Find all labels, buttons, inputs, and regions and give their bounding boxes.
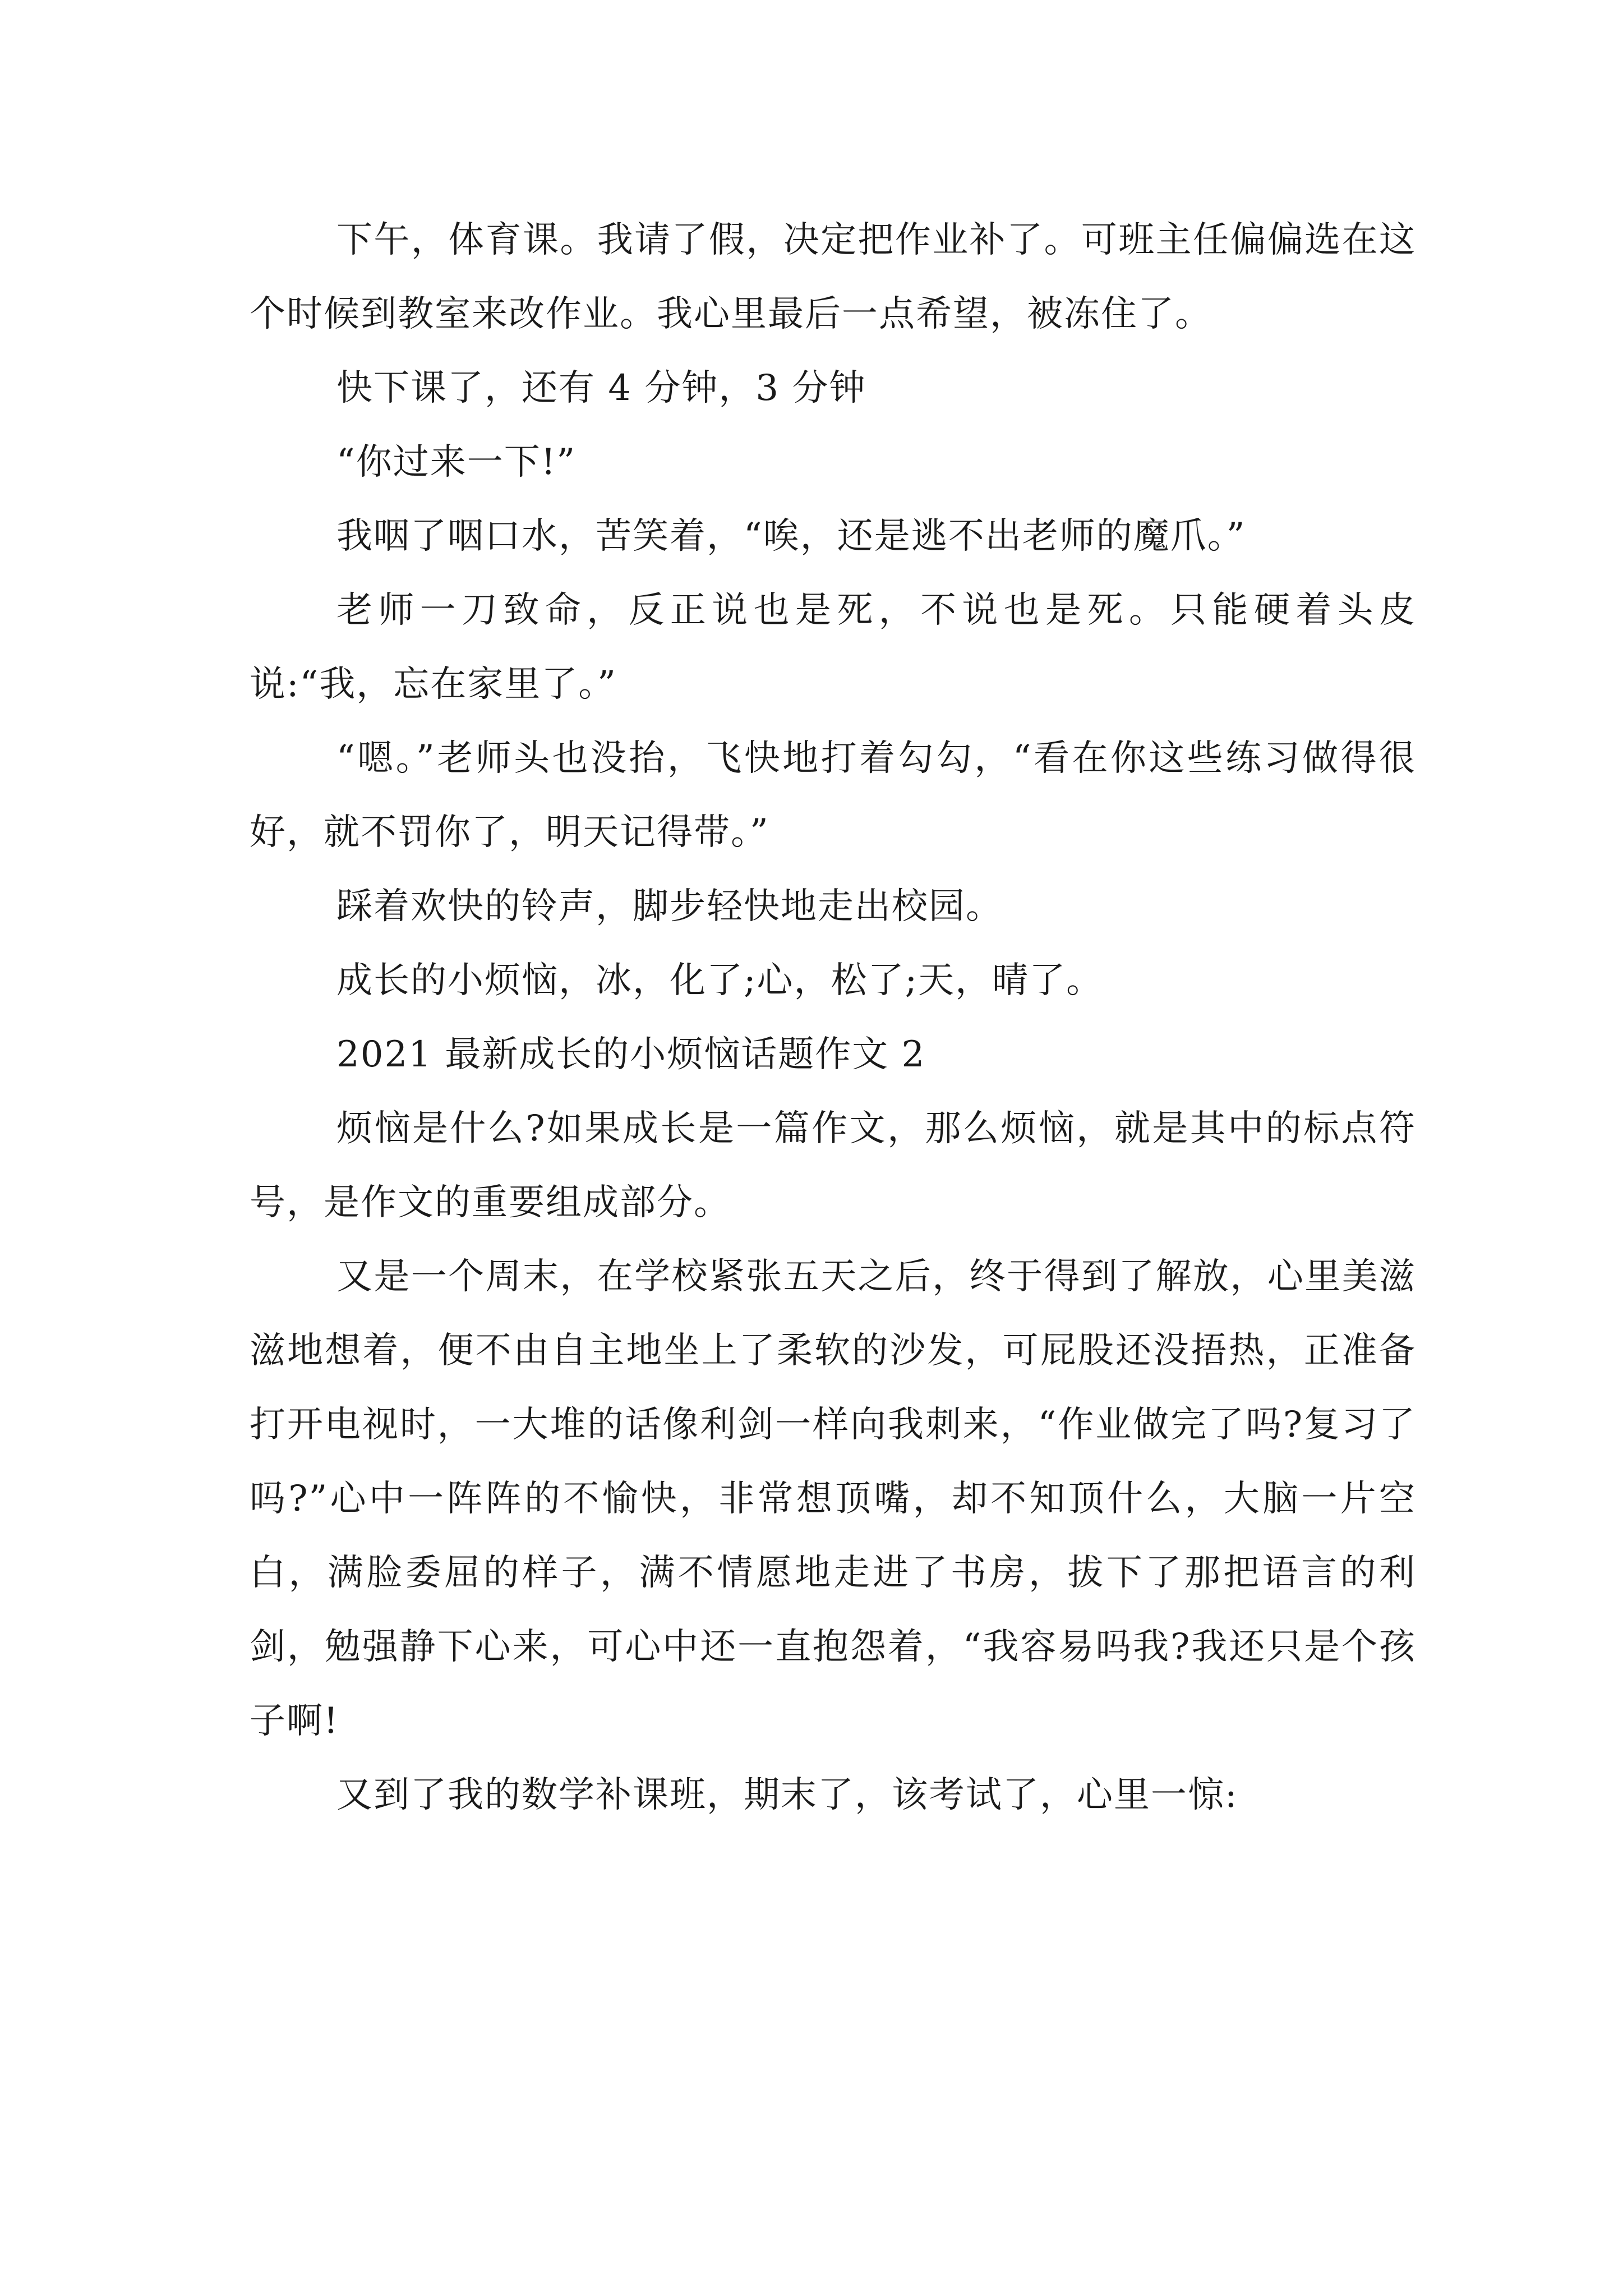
paragraph: 快下课了，还有 4 分钟，3 分钟	[336, 367, 866, 409]
paragraph: 又到了我的数学补课班，期末了，该考试了，心里一惊:	[336, 1774, 1238, 1816]
document-body	[250, 203, 1416, 1832]
paragraph: 烦恼是什么?如果成长是一篇作文，那么烦恼，就是其中的标点符号，是作文的重要组成部分。	[250, 1108, 1416, 1223]
paragraph: 又是一个周末，在学校紧张五天之后，终于得到了解放，心里美滋滋地想着，便不由自主地坐上了柔软的沙发，可屁股还没捂热，正准备打开电视时，一大堆的话像利剑一样向我刺来，“作业做完了吗?复习了吗?”心中一阵阵的不愉快，非常想顶嘴，却不知顶什么，大脑一片空白，满脸委屈的样子，满不情愿地走进了书房，拔下了那把语言的利剑，勉强静下心来，可心中还一直抱怨着，“我容易吗我?我还只是个孩子啊!	[250, 1256, 1416, 1742]
paragraph: 老师一刀致命，反正说也是死，不说也是死。只能硬着头皮说:“我，忘在家里了。”	[250, 590, 1416, 705]
paragraph: 下午，体育课。我请了假，决定把作业补了。可班主任偏偏选在这个时候到教室来改作业。我心里最后一点希望，被冻住了。	[250, 219, 1416, 335]
paragraph: 我咽了咽口水，苦笑着，“唉，还是逃不出老师的魔爪。”	[336, 516, 1246, 557]
paragraph: “嗯。”老师头也没抬，飞快地打着勾勾，“看在你这些练习做得很好，就不罚你了，明天记得带。”	[250, 738, 1416, 853]
paragraph: “你过来一下!”	[336, 441, 577, 483]
paragraph: 踩着欢快的铃声，脚步轻快地走出校园。	[336, 886, 1003, 927]
section-heading: 2021 最新成长的小烦恼话题作文 2	[336, 1034, 926, 1075]
paragraph: 成长的小烦恼，冰，化了;心，松了;天，晴了。	[336, 960, 1104, 1001]
